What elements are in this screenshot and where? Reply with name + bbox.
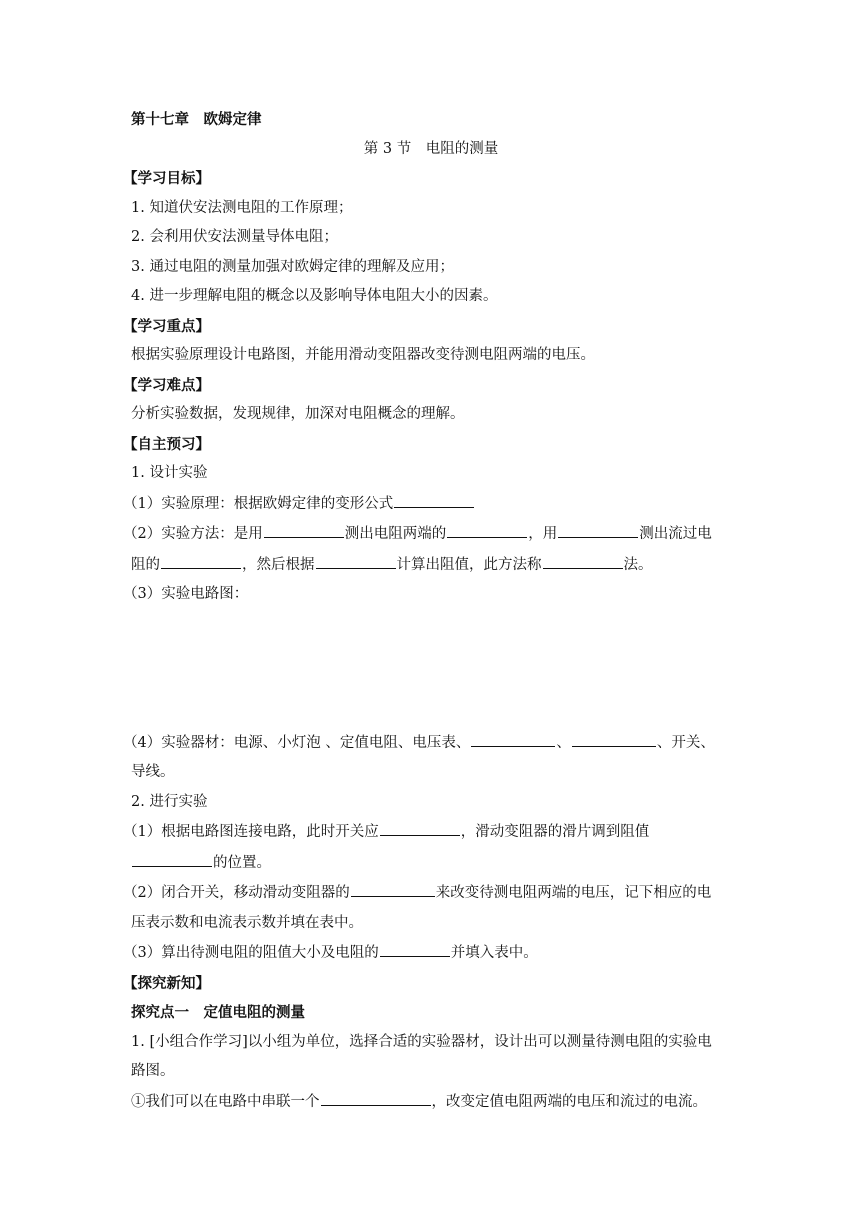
- principle-text: （1）实验原理：根据欧姆定律的变形公式: [123, 495, 394, 512]
- method-line-2: [131, 550, 731, 581]
- equipment-text: 、: [556, 734, 571, 751]
- circuit-drawing-area: [131, 610, 731, 728]
- design-title: 1. 设计实验: [131, 465, 208, 481]
- step-text: ，滑动变阻器的滑片调到阻值: [460, 824, 650, 840]
- method-text: 测出流过电: [639, 526, 712, 542]
- difficulty-heading: 【学习难点】: [123, 376, 210, 394]
- method-text: 法。: [623, 556, 653, 573]
- step-text: 来改变待测电阻两端的电压，记下相应的电: [435, 885, 712, 901]
- equipment-text: 、开关、: [656, 734, 715, 751]
- point1-subquestion: [131, 1087, 731, 1118]
- goals-heading: 【学习目标】: [123, 170, 210, 187]
- method-text: 测出电阻两端的: [344, 526, 447, 542]
- principle-line: [123, 489, 731, 520]
- step1-line: [123, 817, 731, 848]
- goal-item: 2. 会利用伏安法测量导体电阻；: [131, 229, 338, 245]
- step-text: （3）算出待测电阻的阻值大小及电阻的: [123, 945, 379, 961]
- chapter-title: 第十七章 欧姆定律: [131, 111, 262, 128]
- method-text: ，然后根据: [242, 556, 315, 573]
- step2-line-2: 压表示数和电流表示数并填在表中。: [131, 914, 363, 931]
- method-text: 计算出阻值，此方法称: [396, 556, 542, 573]
- point1-title: 探究点一 定值电阻的测量: [131, 1004, 305, 1021]
- subquestion-text: ①我们可以在电路中串联一个: [131, 1093, 320, 1110]
- fill-blank[interactable]: [543, 550, 623, 569]
- explore-heading: 【探究新知】: [123, 974, 210, 992]
- fill-blank[interactable]: [447, 519, 527, 538]
- method-text: 阻的: [131, 556, 160, 573]
- fill-blank[interactable]: [264, 519, 344, 538]
- fill-blank[interactable]: [572, 728, 656, 747]
- difficulty-text: 分析实验数据，发现规律，加深对电阻概念的理解。: [131, 406, 465, 422]
- conduct-title: 2. 进行实验: [131, 793, 208, 810]
- fill-blank[interactable]: [558, 519, 638, 538]
- step1-line-2: [131, 848, 731, 879]
- fill-blank[interactable]: [380, 938, 450, 957]
- fill-blank[interactable]: [351, 878, 435, 897]
- goal-item: 4. 进一步理解电阻的概念以及影响导体电阻大小的因素。: [131, 288, 498, 304]
- fill-blank[interactable]: [161, 550, 241, 569]
- key-heading: 【学习重点】: [123, 317, 210, 335]
- equipment-line-2: 导线。: [131, 764, 175, 780]
- method-text: ，用: [528, 526, 558, 542]
- step2-line: [123, 878, 731, 909]
- fill-blank[interactable]: [394, 489, 474, 508]
- step-text: 的位置。: [213, 854, 271, 871]
- step-text: （1）根据电路图连接电路，此时开关应: [123, 824, 379, 840]
- goal-item: 1. 知道伏安法测电阻的工作原理；: [131, 199, 353, 216]
- point1-question: 1. [小组合作学习]以小组为单位，选择合适的实验器材，设计出可以测量待测电阻的实验电: [131, 1033, 712, 1050]
- fill-blank[interactable]: [132, 848, 212, 867]
- equipment-text: （4）实验器材：电源、小灯泡 、定值电阻、电压表、: [123, 734, 471, 751]
- fill-blank[interactable]: [380, 817, 460, 836]
- fill-blank[interactable]: [471, 728, 555, 747]
- subquestion-text: ，改变定值电阻两端的电压和流过的电流。: [431, 1093, 707, 1110]
- worksheet-content: [123, 105, 731, 1117]
- section-title: 第 3 节 电阻的测量: [363, 140, 499, 157]
- step-text: （2）闭合开关，移动滑动变阻器的: [123, 885, 350, 901]
- fill-blank[interactable]: [316, 550, 396, 569]
- step-text: 并填入表中。: [450, 945, 538, 961]
- goal-item: 3. 通过电阻的测量加强对欧姆定律的理解及应用；: [131, 258, 454, 275]
- point1-question-2: 路图。: [131, 1063, 175, 1079]
- key-text: 根据实验原理设计电路图，并能用滑动变阻器改变待测电阻两端的电压。: [131, 347, 595, 363]
- method-line: [123, 519, 731, 550]
- circuit-label: （3）实验电路图：: [123, 586, 249, 602]
- fill-blank[interactable]: [321, 1087, 431, 1106]
- equipment-line: [123, 728, 731, 759]
- preview-heading: 【自主预习】: [123, 435, 210, 453]
- step3-line: [123, 938, 731, 969]
- method-text: （2）实验方法：是用: [123, 526, 263, 542]
